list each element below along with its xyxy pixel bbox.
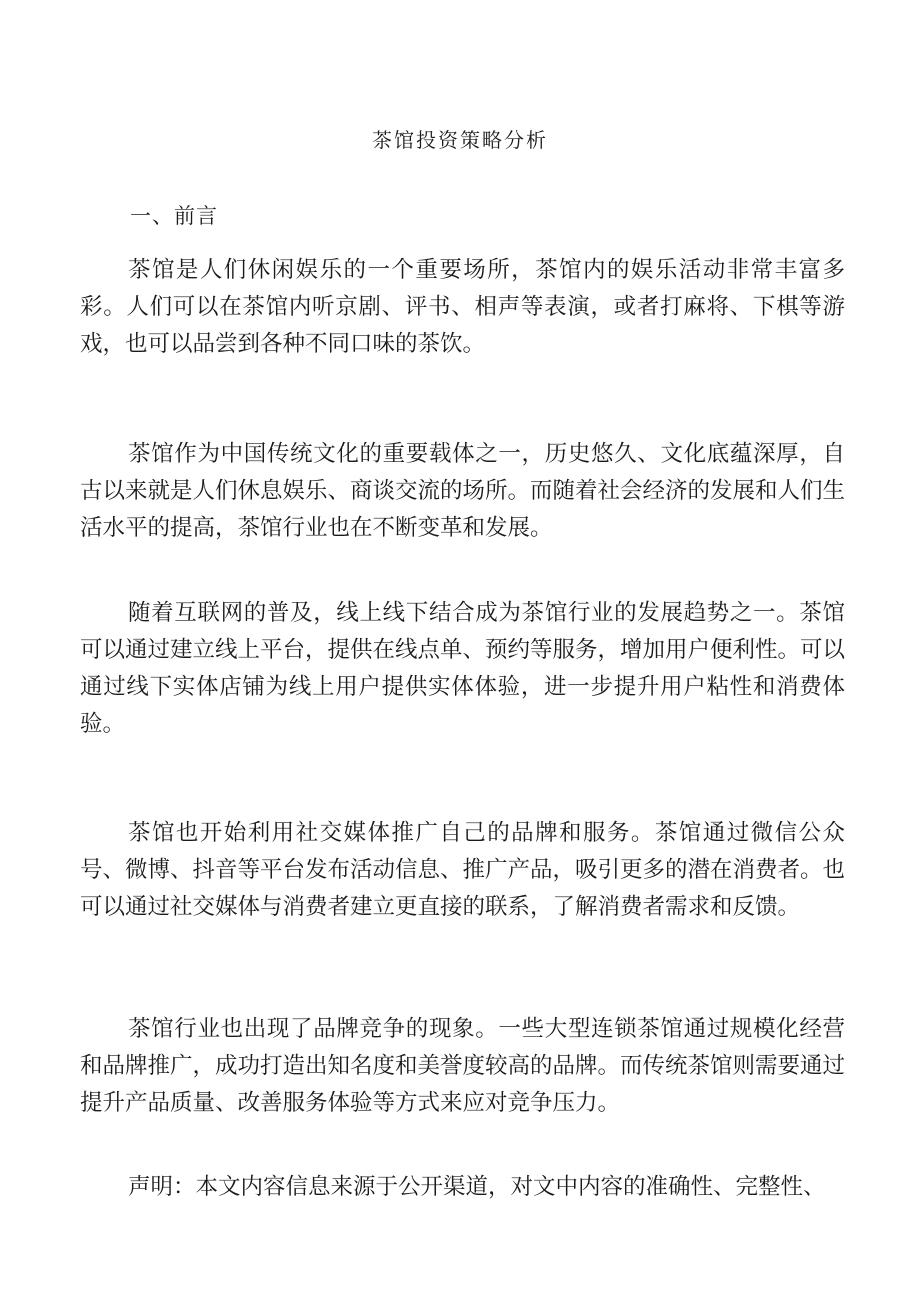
paragraph: 随着互联网的普及，线上线下结合成为茶馆行业的发展趋势之一。茶馆可以通过建立线上平台，提供在线点单、预约等服务，增加用户便利性。可以通过线下实体店铺为线上用户提供实体体验，进一步提升用户粘性和消费体验。 — [80, 600, 846, 737]
disclaimer-paragraph: 声明：本文内容信息来源于公开渠道，对文中内容的准确性、完整性、 — [128, 1174, 826, 1200]
paragraph: 茶馆是人们休闲娱乐的一个重要场所，茶馆内的娱乐活动非常丰富多彩。人们可以在茶馆内听京剧、评书、相声等表演，或者打麻将、下棋等游戏，也可以品尝到各种不同口味的茶饮。 — [80, 257, 845, 357]
document-title: 茶馆投资策略分析 — [372, 128, 548, 152]
paragraph: 茶馆行业也出现了品牌竞争的现象。一些大型连锁茶馆通过规模化经营和品牌推广，成功打造出知名度和美誉度较高的品牌。而传统茶馆则需要通过提升产品质量、改善服务体验等方式来应对竞争压力。 — [80, 1016, 846, 1116]
paragraph: 茶馆作为中国传统文化的重要载体之一，历史悠久、文化底蕴深厚，自古以来就是人们休息娱乐、商谈交流的场所。而随着社会经济的发展和人们生活水平的提高，茶馆行业也在不断变革和发展。 — [80, 441, 846, 541]
section-heading-preface: 一、前言 — [130, 204, 218, 228]
paragraph: 茶馆也开始利用社交媒体推广自己的品牌和服务。茶馆通过微信公众号、微博、抖音等平台发布活动信息、推广产品，吸引更多的潜在消费者。也可以通过社交媒体与消费者建立更直接的联系，了解消费者需求和反馈。 — [80, 820, 846, 920]
